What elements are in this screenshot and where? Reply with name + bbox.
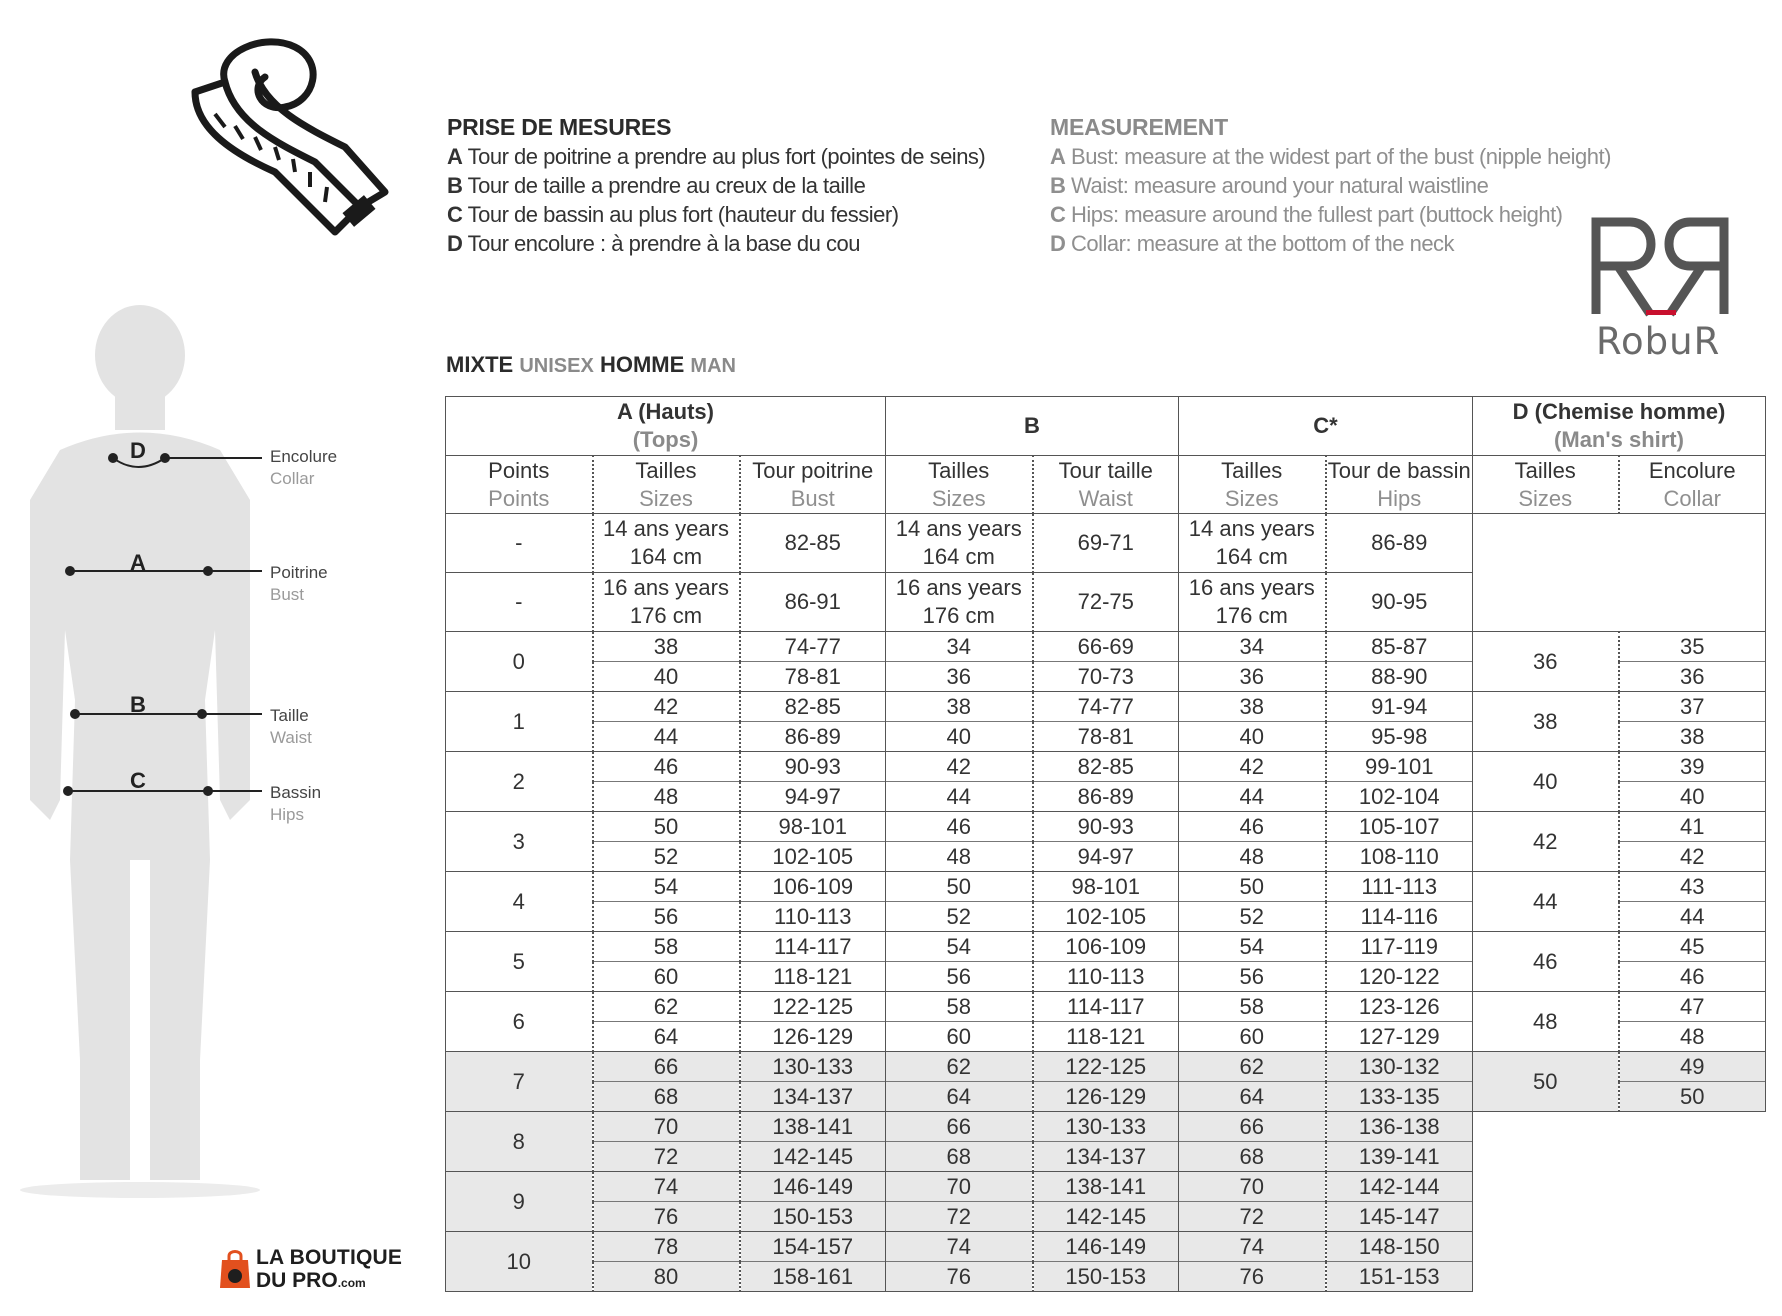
table-cell: 94-97: [1033, 842, 1179, 872]
table-cell: -: [446, 573, 593, 632]
table-cell: 150-153: [740, 1202, 886, 1232]
table-cell: 42: [593, 692, 740, 722]
table-cell: 43: [1619, 872, 1766, 902]
figure-label-waist: Taille Waist: [270, 706, 312, 747]
column-header: Tour taille Waist: [1033, 456, 1179, 514]
table-cell: 90-95: [1326, 573, 1473, 632]
table-cell: 86-89: [1033, 782, 1179, 812]
table-cell: 68: [593, 1082, 740, 1112]
table-cell: 38: [593, 632, 740, 662]
table-cell: 142-145: [740, 1142, 886, 1172]
table-cell: 106-109: [1033, 932, 1179, 962]
table-cell: 70-73: [1033, 662, 1179, 692]
boutique-name-line1: LA BOUTIQUE: [256, 1246, 403, 1269]
measure-line-c-fr: C Tour de bassin au plus fort (hauteur du fessier): [447, 202, 899, 227]
measure-line-c-en: C Hips: measure around the fullest part (buttock height): [1050, 202, 1563, 227]
table-cell: 82-85: [740, 692, 886, 722]
table-cell: 78-81: [1033, 722, 1179, 752]
column-header: Tour de bassin Hips: [1326, 456, 1473, 514]
table-cell: 46: [1473, 932, 1619, 992]
table-cell: 136-138: [1326, 1112, 1473, 1142]
column-header: Tailles Sizes: [1473, 456, 1619, 514]
table-cell: 62: [593, 992, 740, 1022]
table-cell: 86-89: [740, 722, 886, 752]
measure-title-en: MEASUREMENT: [1050, 114, 1228, 140]
table-cell: 110-113: [1033, 962, 1179, 992]
table-cell: 3: [446, 812, 593, 872]
table-cell: 5: [446, 932, 593, 992]
column-header: Tailles Sizes: [886, 456, 1033, 514]
table-cell: 80: [593, 1262, 740, 1292]
table-cell: [1473, 1232, 1766, 1262]
table-cell: 82-85: [740, 514, 886, 573]
boutique-bag-icon: [218, 1248, 252, 1290]
column-header: Tailles Sizes: [593, 456, 740, 514]
table-cell: 60: [1179, 1022, 1326, 1052]
table-cell: 46: [593, 752, 740, 782]
table-cell: 99-101: [1326, 752, 1473, 782]
table-row: [446, 632, 1766, 662]
table-cell: 49: [1619, 1052, 1766, 1082]
measure-block-en: [1050, 112, 1670, 258]
table-cell: 60: [886, 1022, 1033, 1052]
table-cell: 64: [886, 1082, 1033, 1112]
table-cell: 44: [886, 782, 1033, 812]
table-cell: 95-98: [1326, 722, 1473, 752]
table-cell: 0: [446, 632, 593, 692]
table-cell: -: [446, 514, 593, 573]
table-cell: 52: [593, 842, 740, 872]
measure-line-d-en: D Collar: measure at the bottom of the neck: [1050, 231, 1455, 256]
table-cell: 70: [886, 1172, 1033, 1202]
table-cell: 90-93: [1033, 812, 1179, 842]
table-cell: [1473, 1142, 1766, 1172]
table-cell: 114-116: [1326, 902, 1473, 932]
table-row: [446, 1052, 1766, 1082]
figure-label-bust: Poitrine Bust: [270, 563, 328, 604]
table-cell: 127-129: [1326, 1022, 1473, 1052]
table-cell: 8: [446, 1112, 593, 1172]
table-cell: 56: [886, 962, 1033, 992]
table-cell: 34: [1179, 632, 1326, 662]
body-silhouette: [0, 300, 400, 1220]
table-cell: 48: [886, 842, 1033, 872]
measure-line-b-fr: B Tour de taille a prendre au creux de la taille: [447, 173, 866, 198]
table-cell: [1473, 1202, 1766, 1232]
measure-line-a-fr: A Tour de poitrine a prendre au plus fort (pointes de seins): [447, 144, 986, 169]
table-cell: 44: [1619, 902, 1766, 932]
measure-title-fr: PRISE DE MESURES: [447, 114, 672, 140]
table-cell: 102-105: [740, 842, 886, 872]
table-cell: 150-153: [1033, 1262, 1179, 1292]
table-cell: 90-93: [740, 752, 886, 782]
table-cell: 134-137: [1033, 1142, 1179, 1172]
table-cell: 68: [886, 1142, 1033, 1172]
figure-letter-d: D: [130, 438, 146, 463]
table-cell: 60: [593, 962, 740, 992]
table-cell: 58: [1179, 992, 1326, 1022]
table-cell: 6: [446, 992, 593, 1052]
table-row: [446, 1142, 1766, 1172]
table-cell: 76: [886, 1262, 1033, 1292]
table-cell: 64: [1179, 1082, 1326, 1112]
table-cell: 117-119: [1326, 932, 1473, 962]
table-cell: 146-149: [740, 1172, 886, 1202]
table-cell: 70: [1179, 1172, 1326, 1202]
table-cell: 145-147: [1326, 1202, 1473, 1232]
table-cell: 102-104: [1326, 782, 1473, 812]
table-cell: 45: [1619, 932, 1766, 962]
table-cell: 82-85: [1033, 752, 1179, 782]
table-cell: 9: [446, 1172, 593, 1232]
table-cell: 69-71: [1033, 514, 1179, 573]
table-cell: 66: [593, 1052, 740, 1082]
table-cell: 50: [593, 812, 740, 842]
table-cell: 66: [1179, 1112, 1326, 1142]
table-cell: 74-77: [1033, 692, 1179, 722]
table-cell: 134-137: [740, 1082, 886, 1112]
table-cell: 38: [1179, 692, 1326, 722]
table-cell: 130-133: [740, 1052, 886, 1082]
table-row: [446, 932, 1766, 962]
table-cell: 48: [593, 782, 740, 812]
table-cell: 111-113: [1326, 872, 1473, 902]
robur-brand-name: RobuR: [1596, 320, 1721, 363]
table-cell: 133-135: [1326, 1082, 1473, 1112]
table-cell: 42: [886, 752, 1033, 782]
table-row: [446, 752, 1766, 782]
table-cell: 105-107: [1326, 812, 1473, 842]
table-cell: 2: [446, 752, 593, 812]
table-cell: 138-141: [740, 1112, 886, 1142]
table-cell: 74: [593, 1172, 740, 1202]
table-cell: 40: [1179, 722, 1326, 752]
figure-letter-c: C: [130, 768, 146, 793]
table-cell: 41: [1619, 812, 1766, 842]
table-cell: 50: [1179, 872, 1326, 902]
table-cell: 118-121: [740, 962, 886, 992]
table-cell: 74: [886, 1232, 1033, 1262]
table-cell: 148-150: [1326, 1232, 1473, 1262]
table-row: [446, 812, 1766, 842]
figure-label-collar: Encolure Collar: [270, 447, 338, 488]
table-cell: 114-117: [740, 932, 886, 962]
table-cell: 38: [886, 692, 1033, 722]
table-cell: 122-125: [740, 992, 886, 1022]
table-cell: 36: [886, 662, 1033, 692]
table-cell: 72: [886, 1202, 1033, 1232]
table-cell: 94-97: [740, 782, 886, 812]
table-cell: 44: [1179, 782, 1326, 812]
table-cell: 7: [446, 1052, 593, 1112]
table-cell: 138-141: [1033, 1172, 1179, 1202]
table-cell: 36: [1619, 662, 1766, 692]
table-cell: 52: [886, 902, 1033, 932]
table-cell: 72: [1179, 1202, 1326, 1232]
figure-letter-b: B: [130, 692, 146, 717]
group-header-d: D (Chemise homme) (Man's shirt): [1473, 397, 1766, 456]
column-header: Tailles Sizes: [1179, 456, 1326, 514]
table-cell: 58: [593, 932, 740, 962]
table-cell: 110-113: [740, 902, 886, 932]
table-row: [446, 872, 1766, 902]
table-cell: 102-105: [1033, 902, 1179, 932]
table-cell: 42: [1619, 842, 1766, 872]
table-cell: 74: [1179, 1232, 1326, 1262]
table-cell: 46: [1619, 962, 1766, 992]
table-cell: 14 ans years 164 cm: [593, 514, 740, 573]
table-cell: [1473, 1112, 1766, 1142]
section-title: MIXTE UNISEX HOMME MAN: [446, 352, 736, 377]
table-cell: 56: [593, 902, 740, 932]
table-cell: 158-161: [740, 1262, 886, 1292]
table-cell: 85-87: [1326, 632, 1473, 662]
table-cell: 35: [1619, 632, 1766, 662]
table-cell: 36: [1473, 632, 1619, 692]
table-cell: 40: [593, 662, 740, 692]
table-cell: 39: [1619, 752, 1766, 782]
table-cell: 139-141: [1326, 1142, 1473, 1172]
boutique-logo: [218, 1246, 418, 1296]
table-cell: 58: [886, 992, 1033, 1022]
table-cell: 130-132: [1326, 1052, 1473, 1082]
table-cell: 48: [1473, 992, 1619, 1052]
table-row: [446, 1202, 1766, 1232]
table-cell: 47: [1619, 992, 1766, 1022]
table-cell: 48: [1179, 842, 1326, 872]
table-cell: 36: [1179, 662, 1326, 692]
table-cell: 50: [886, 872, 1033, 902]
table-cell: 91-94: [1326, 692, 1473, 722]
table-cell: 46: [886, 812, 1033, 842]
table-cell: 48: [1619, 1022, 1766, 1052]
table-cell: 98-101: [1033, 872, 1179, 902]
table-cell: 118-121: [1033, 1022, 1179, 1052]
table-cell: 42: [1179, 752, 1326, 782]
table-cell: 10: [446, 1232, 593, 1292]
group-header-b: B: [886, 397, 1179, 456]
table-cell: 66-69: [1033, 632, 1179, 662]
table-cell: 40: [1619, 782, 1766, 812]
table-cell: 54: [1179, 932, 1326, 962]
table-cell: 72-75: [1033, 573, 1179, 632]
measuring-tape-icon: [185, 32, 405, 242]
group-header-a: A (Hauts) (Tops): [446, 397, 886, 456]
table-cell: 34: [886, 632, 1033, 662]
table-cell: 126-129: [1033, 1082, 1179, 1112]
table-cell: 37: [1619, 692, 1766, 722]
table-cell: 62: [886, 1052, 1033, 1082]
table-cell: 88-90: [1326, 662, 1473, 692]
table-cell: 38: [1473, 692, 1619, 752]
table-row: [446, 1112, 1766, 1142]
table-row: [446, 1262, 1766, 1292]
boutique-name-line2: DU PRO.com: [256, 1269, 366, 1292]
measure-line-a-en: A Bust: measure at the widest part of the bust (nipple height): [1050, 144, 1611, 169]
table-row: [446, 992, 1766, 1022]
table-cell: 42: [1473, 812, 1619, 872]
table-cell: 78: [593, 1232, 740, 1262]
table-cell: 146-149: [1033, 1232, 1179, 1262]
table-cell: 98-101: [740, 812, 886, 842]
table-cell: 78-81: [740, 662, 886, 692]
table-cell: 70: [593, 1112, 740, 1142]
table-row: [446, 1172, 1766, 1202]
table-cell: 4: [446, 872, 593, 932]
table-cell: 38: [1619, 722, 1766, 752]
table-cell: [1473, 514, 1766, 632]
table-cell: 86-91: [740, 573, 886, 632]
table-cell: 50: [1473, 1052, 1619, 1112]
figure-label-hips: Bassin Hips: [270, 783, 322, 824]
table-cell: 64: [593, 1022, 740, 1052]
table-cell: 126-129: [740, 1022, 886, 1052]
table-cell: 76: [1179, 1262, 1326, 1292]
table-cell: 122-125: [1033, 1052, 1179, 1082]
table-cell: 54: [886, 932, 1033, 962]
table-cell: 44: [593, 722, 740, 752]
table-cell: 16 ans years 176 cm: [886, 573, 1033, 632]
table-cell: 68: [1179, 1142, 1326, 1172]
table-cell: 151-153: [1326, 1262, 1473, 1292]
table-cell: 142-145: [1033, 1202, 1179, 1232]
table-cell: 16 ans years 176 cm: [593, 573, 740, 632]
table-cell: 16 ans years 176 cm: [1179, 573, 1326, 632]
table-cell: 40: [1473, 752, 1619, 812]
table-cell: 54: [593, 872, 740, 902]
table-cell: 86-89: [1326, 514, 1473, 573]
table-cell: 114-117: [1033, 992, 1179, 1022]
table-cell: 130-133: [1033, 1112, 1179, 1142]
table-cell: [1473, 1172, 1766, 1202]
table-cell: 76: [593, 1202, 740, 1232]
column-header: Tour poitrine Bust: [740, 456, 886, 514]
measure-line-d-fr: D Tour encolure : à prendre à la base du cou: [447, 231, 860, 256]
table-cell: 52: [1179, 902, 1326, 932]
table-cell: 40: [886, 722, 1033, 752]
group-header-c: C*: [1179, 397, 1473, 456]
table-row: [446, 514, 1766, 573]
table-cell: 120-122: [1326, 962, 1473, 992]
measure-line-b-en: B Waist: measure around your natural waistline: [1050, 173, 1489, 198]
table-cell: [1473, 1262, 1766, 1292]
table-cell: 123-126: [1326, 992, 1473, 1022]
table-cell: 108-110: [1326, 842, 1473, 872]
table-cell: 74-77: [740, 632, 886, 662]
table-row: [446, 692, 1766, 722]
table-cell: 44: [1473, 872, 1619, 932]
table-cell: 1: [446, 692, 593, 752]
table-cell: 14 ans years 164 cm: [1179, 514, 1326, 573]
table-cell: 106-109: [740, 872, 886, 902]
table-cell: 56: [1179, 962, 1326, 992]
table-cell: 72: [593, 1142, 740, 1172]
table-cell: 154-157: [740, 1232, 886, 1262]
table-cell: 142-144: [1326, 1172, 1473, 1202]
table-cell: 62: [1179, 1052, 1326, 1082]
measure-block-fr: [447, 112, 1007, 258]
table-cell: 50: [1619, 1082, 1766, 1112]
table-cell: 14 ans years 164 cm: [886, 514, 1033, 573]
size-table: [445, 396, 1766, 1292]
column-header: Encolure Collar: [1619, 456, 1766, 514]
figure-letter-a: A: [130, 550, 146, 575]
table-row: [446, 1232, 1766, 1262]
table-cell: 66: [886, 1112, 1033, 1142]
table-cell: 46: [1179, 812, 1326, 842]
column-header: Points Points: [446, 456, 593, 514]
